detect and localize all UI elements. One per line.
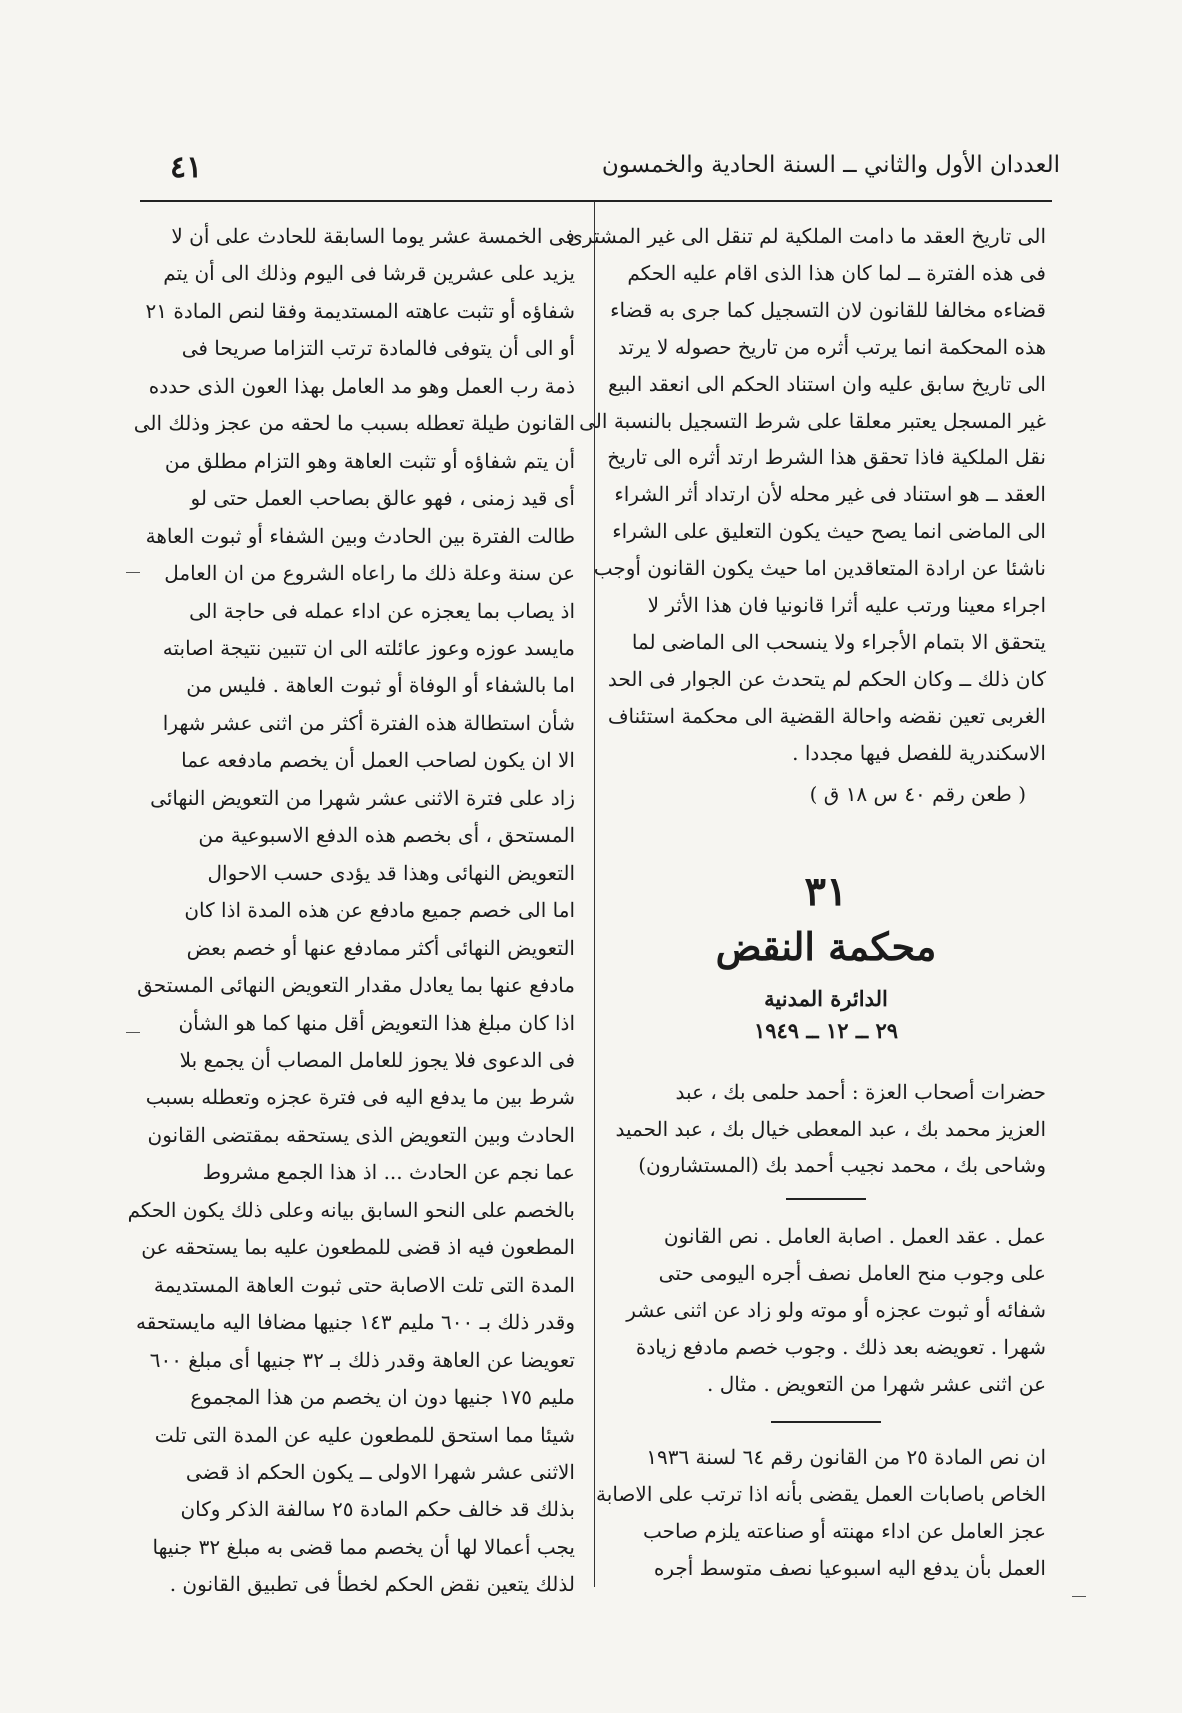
text-line: المستحق ، أى بخصم هذه الدفع الاسبوعية من [198,823,575,848]
text-line: أن يتم شفاؤه أو تثبت العاهة وهو التزام مطلق من [164,448,575,473]
case-citation: ( طعن رقم ٤٠ س ١٨ ق ) [809,781,1026,806]
text-line: شفائه أو ثبوت عجزه أو موته ولو زاد عن اثنى عشر [626,1298,1046,1323]
text-line: بذلك قد خالف حكم المادة ٢٥ سالفة الذكر وكان [180,1497,575,1522]
text-line: فى الخمسة عشر يوما السابقة للحادث على أن لا [171,224,575,248]
text-line: ذمة رب العمل وهو مد العامل بهذا العون الذى حدده [148,373,575,398]
text-line: الاسكندرية للفصل فيها مجددا . [792,740,1046,765]
text-line: اذا كان مبلغ هذا التعويض أقل منها كما هو الشأن [178,1010,575,1035]
previous-ruling-text [567,218,1046,772]
text-line: اجراء معينا ورتب عليه أثرا قانونيا فان هذا الأثر لا [647,593,1046,618]
text-line: زاد على فترة الاثنى عشر شهرا من التعويض النهائى [150,785,575,810]
text-line: الى تاريخ العقد ما دامت الملكية لم تنقل الى غير المشترى [567,224,1046,248]
text-line: أى قيد زمنى ، فهو عالق بصاحب العمل حتى لو [190,486,575,511]
text-line: يتحقق الا بتمام الأجراء ولا ينسحب الى الماضى لما [631,629,1046,654]
case-summary [606,1218,1046,1403]
text-line: قضاءه مخالفا للقانون لان التسجيل كما جرى به قضاء [610,297,1046,322]
text-line: العقد ــ هو استناد فى غير محله لأن ارتداد أثر الشراء [614,482,1046,507]
text-line: لذلك يتعين نقض الحكم لخطأ فى تطبيق القانون . [169,1572,575,1597]
header-rule [140,200,1052,202]
text-line: الحادث وبين التعويض الذى يستحقه بمقتضى القانون [147,1122,575,1147]
text-line: المدة التى تلت الاصابة حتى ثبوت العاهة المستديمة [153,1272,575,1297]
text-line: المطعون فيه اذ قضى للمطعون عليه بما يستحقه عن [141,1235,575,1260]
text-line: الا ان يكون لصاحب العمل أن يخصم مادفعه عما [181,748,575,773]
margin-mark [1072,1596,1086,1597]
text-line: شرط بين ما يدفع اليه فى فترة عجزه وتعطله بسبب [145,1085,575,1110]
section-rule [786,1198,866,1200]
text-line: عن سنة وعلة ذلك ما راعاه الشروع من ان العامل [164,561,575,586]
text-line: نقل الملكية فاذا تحقق هذا الشرط ارتد أثره الى تاريخ [607,445,1046,470]
left-column [127,218,575,1604]
text-line: اذ يصاب بما يعجزه عن اداء عمله فى حاجة الى [189,598,575,623]
text-line: عجز العامل عن اداء مهنته أو صناعته يلزم صاحب [643,1518,1046,1543]
text-line: شأن استطالة هذه الفترة أكثر من اثنى عشر شهرا [162,710,575,735]
text-line: يجب أعمالا لها أن يخصم مما قضى به مبلغ ٣٢ جنيها [152,1534,575,1559]
text-line: وشاحى بك ، محمد نجيب أحمد بك (المستشارون) [638,1153,1046,1178]
text-line: أو الى أن يتوفى فالمادة ترتب التزاما صريحا فى [181,336,575,361]
margin-mark [126,572,140,573]
decision-date: ٢٩ ــ ١٢ ــ ١٩٤٩ [753,1017,899,1043]
text-line: اما الى خصم جميع مادفع عن هذه المدة اذا كان [184,898,575,923]
text-line: عمل . عقد العمل . اصابة العامل . نص القانون [663,1224,1046,1249]
text-line: على وجوب منح العامل نصف أجره اليومى حتى [658,1261,1046,1286]
case-number: ٣١ [804,867,848,915]
text-line: عما نجم عن الحادث ... اذ هذا الجمع مشروط [202,1160,575,1185]
text-line: مايسد عوزه وعوز عائلته الى ان تتبين نتيجة اصابته [162,635,575,660]
text-line: شفاؤه أو تثبت عاهته المستديمة وفقا لنص المادة ٢١ [145,298,575,323]
text-line: العزيز محمد بك ، عبد المعطى خيال بك ، عبد الحميد [615,1116,1046,1141]
right-column [567,218,1046,1586]
text-line: اما بالشفاء أو الوفاة أو ثبوت العاهة . فليس من [186,673,575,698]
text-line: الاثنى عشر شهرا الاولى ــ يكون الحكم اذ قضى [185,1459,575,1484]
judgment-body-start [596,1439,1046,1587]
text-line: التعويض النهائى وهذا قد يؤدى حسب الاحوال [207,860,575,885]
text-line: القانون طيلة تعطله بسبب ما لحقه من عجز وذلك الى [133,411,575,436]
text-line: الى الماضى انما يصح حيث يكون التعليق على الشراء [612,519,1046,544]
page-header [140,150,1060,194]
text-line: بالخصم على النحو السابق بيانه وعلى ذلك يكون الحكم [127,1197,575,1222]
circuit-name: الدائرة المدنية [764,985,888,1011]
text-line: يزيد على عشرين قرشا فى اليوم وذلك الى أن يتم [163,261,575,286]
text-line: فى الدعوى فلا يجوز للعامل المصاب أن يجمع بلا [179,1047,575,1072]
text-line: هذه المحكمة انما يرتب أثره من تاريخ حصوله لا يرتد [617,334,1046,359]
text-line: طالت الفترة بين الحادث وبين الشفاء أو ثبوت العاهة [145,523,575,548]
section-rule [771,1421,881,1423]
court-name: محكمة النقض [715,923,937,969]
text-line: عن اثنى عشر شهرا من التعويض . مثال . [707,1371,1046,1396]
text-line: الى تاريخ سابق عليه وان استناد الحكم الى انعقد البيع [607,371,1046,396]
text-line: مادفع عنها بما يعادل مقدار التعويض النهائى المستحق [137,973,575,998]
text-line: غير المسجل يعتبر معلقا على شرط التسجيل بالنسبة الى [579,408,1046,433]
text-line: مليم ١٧٥ جنيها دون ان يخصم من هذا المجموع [190,1385,575,1410]
text-line: التعويض النهائى أكثر ممادفع عنها أو خصم بعض [186,935,575,960]
text-line: شيئا مما استحق للمطعون عليه عن المدة التى تلت [154,1422,575,1447]
text-line: ناشئا عن ارادة المتعاقدين اما حيث يكون القانون أوجب [593,556,1046,581]
margin-mark [126,1032,140,1033]
text-line: الخاص باصابات العمل يقضى بأنه اذا ترتب على الاصابة [596,1481,1046,1506]
text-line: شهرا . تعويضه بعد ذلك . وجوب خصم مادفع زيادة [635,1335,1046,1360]
text-line: فى هذه الفترة ــ لما كان هذا الذى اقام عليه الحكم [627,260,1046,285]
text-line: حضرات أصحاب العزة : أحمد حلمى بك ، عبد [675,1079,1046,1104]
text-line: ان نص المادة ٢٥ من القانون رقم ٦٤ لسنة ١٩٣٦ [646,1444,1046,1469]
text-line: العمل بأن يدفع اليه اسبوعيا نصف متوسط أجره [653,1555,1046,1580]
page-number: ٤١ [170,150,203,185]
text-line: كان ذلك ــ وكان الحكم لم يتحدث عن الجوار فى الحد [607,666,1046,691]
text-line: تعويضا عن العاهة وقدر ذلك بـ ٣٢ جنيها أى مبلغ ٦٠٠ [149,1347,575,1372]
text-line: وقدر ذلك بـ ٦٠٠ مليم ١٤٣ جنيها مضافا اليه مايستحقه [136,1310,575,1335]
panel-judges [606,1074,1046,1185]
text-line: الغربى تعين نقضه واحالة القضية الى محكمة استئناف [607,703,1046,728]
running-title: العددان الأول والثاني ــ السنة الحادية والخمسون [601,152,1060,178]
